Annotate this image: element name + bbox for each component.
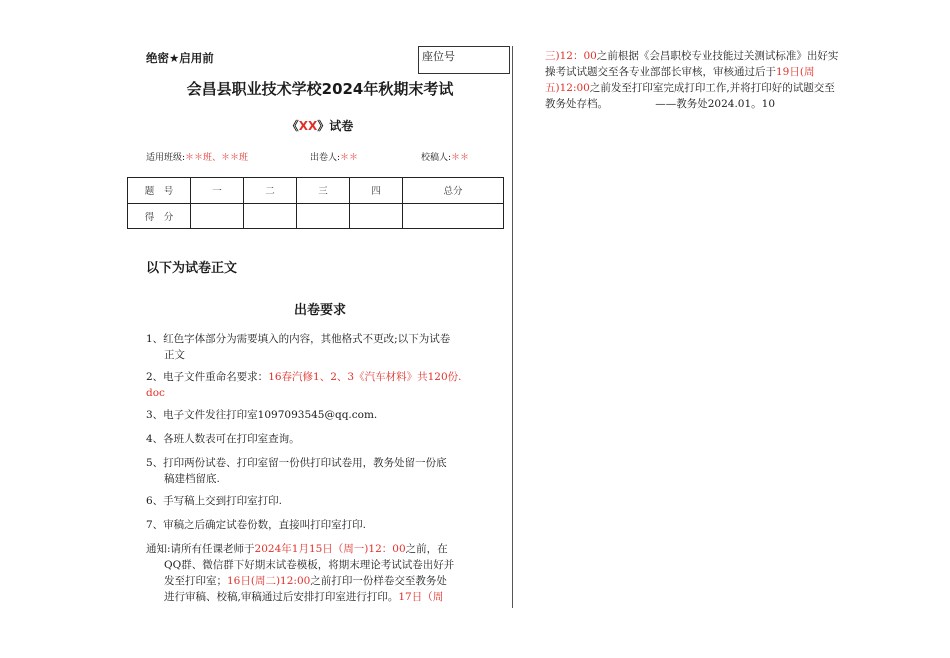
confidential-label: 绝密★启用前 [146, 51, 214, 65]
header-part-1: 一 [191, 178, 244, 204]
item5-line1: 5、打印两份试卷、打印室留一份供打印试卷用，教务处留一份底 [146, 457, 447, 469]
item2-extension: doc [146, 387, 165, 399]
subtitle-suffix: 》试卷 [317, 119, 354, 133]
score-header-row [128, 178, 504, 204]
notice-l3-tail: 之前打印一份样卷交至教务处 [310, 575, 447, 587]
right-line-1 [545, 48, 890, 64]
header-part-2: 二 [244, 178, 297, 204]
right-line-3 [545, 80, 890, 96]
right-deadline-2: 19日(周 [776, 66, 815, 78]
notice-l3-text: 发至打印室； [164, 575, 227, 587]
class-value: ＊＊班、＊＊班 [185, 153, 249, 163]
notice-l1-text: 通知:请所有任课老师于 [146, 543, 255, 555]
item1-line1: 1、红色字体部分为需要填入的内容，其他格式不更改;以下为试卷 [146, 333, 451, 345]
score-cell-2[interactable] [244, 203, 297, 229]
notice-line-3 [146, 573, 502, 589]
notice-deadline-3: 17日（周 [398, 591, 444, 603]
score-table [127, 177, 504, 229]
seat-number-label: 座位号 [422, 50, 455, 63]
paper-author [310, 150, 358, 163]
subject-placeholder: XX [298, 119, 318, 133]
score-cell-4[interactable] [350, 203, 403, 229]
right-deadline-3: 五)12:00 [545, 82, 590, 94]
right-line-2 [545, 64, 890, 80]
notice-paragraph [146, 541, 502, 605]
right-line-4: 教务处存档。 ——教务处2024.01。10 [545, 98, 776, 110]
right-l2-text: 操考试试题交至各专业部部长审核，审核通过后于 [545, 66, 776, 78]
requirement-item-2 [146, 369, 502, 401]
column-divider [512, 46, 513, 608]
score-value-row [128, 203, 504, 229]
checker-label: 校稿人: [421, 153, 452, 163]
notice-continuation [545, 48, 890, 112]
header-part-4: 四 [350, 178, 403, 204]
notice-line-2: QQ群、微信群下好期末试卷模板，将期末理论考试试卷出好并 [164, 559, 455, 571]
item2-text: 2、电子文件重命名要求： [146, 371, 269, 383]
notice-deadline-2: 16日(周二)12:00 [227, 575, 311, 587]
item5-line2: 稿建档留底. [164, 473, 220, 485]
subtitle-prefix: 《 [286, 119, 299, 133]
right-l1-text: 之前根据《会昌职校专业技能过关测试标准》出好实 [596, 50, 839, 62]
right-deadline-1: 三)12：00 [545, 50, 597, 62]
requirement-item-5 [146, 455, 502, 487]
section-heading: 以下为试卷正文 [146, 261, 238, 276]
author-label: 出卷人: [310, 153, 341, 163]
seat-number-box[interactable] [418, 46, 510, 74]
author-value: ＊＊ [340, 153, 359, 163]
notice-line-4 [146, 589, 502, 605]
item2-filename: 16春汽修1、2、3《汽车材料》共120份. [268, 371, 462, 383]
exam-title: 会昌县职业技术学校2024年秋期末考试 [186, 80, 454, 98]
requirement-item-7: 7、审稿之后确定试卷份数，直接叫打印室打印. [146, 519, 367, 531]
paper-subtitle [140, 117, 500, 134]
notice-l4-text: 进行审稿、校稿,审稿通过后安排打印室进行打印。 [164, 591, 399, 603]
requirement-item-1 [146, 331, 502, 363]
notice-line-1 [146, 541, 502, 557]
applicable-classes [146, 150, 248, 163]
requirements-title: 出卷要求 [293, 303, 346, 318]
notice-l1-tail: 之前，在 [405, 543, 448, 555]
score-cell-3[interactable] [297, 203, 350, 229]
checker-value: ＊＊ [451, 153, 470, 163]
header-total: 总分 [403, 178, 504, 204]
header-part-3: 三 [297, 178, 350, 204]
item1-line2: 正文 [164, 349, 185, 361]
row-label-score: 得 分 [128, 203, 191, 229]
right-l3-text: 之前发至打印室完成打印工作,并将打印好的试题交至 [589, 82, 835, 94]
score-cell-1[interactable] [191, 203, 244, 229]
header-question-no: 题 号 [128, 178, 191, 204]
requirement-item-3: 3、电子文件发往打印室1097093545@qq.com. [146, 409, 378, 421]
notice-deadline-1: 2024年1月15日（周一)12：00 [254, 543, 406, 555]
requirement-item-6: 6、手写稿上交到打印室打印. [146, 495, 283, 507]
requirement-item-4: 4、各班人数表可在打印室查询。 [146, 433, 300, 445]
class-label: 适用班级: [146, 153, 186, 163]
paper-checker [421, 150, 469, 163]
score-cell-total[interactable] [403, 203, 504, 229]
